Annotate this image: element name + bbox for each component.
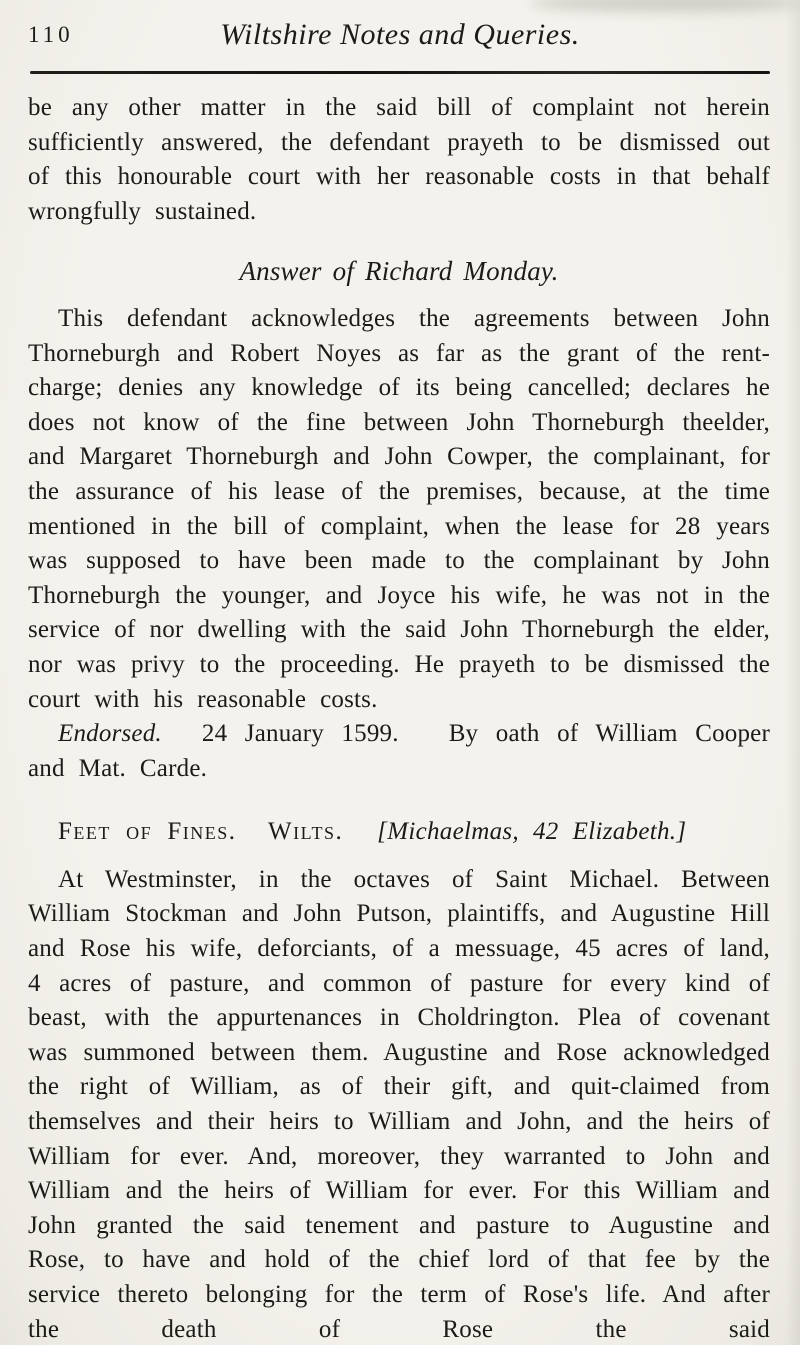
answer-paragraph: This defendant acknowledges the agreements between John Thorneburgh and Robert Noyes as far as the grant of the rent-charge; denies any knowledge of its being cancelled; declares he does not know of the fine between John Thorneburgh theelder, and Margaret Thorneburgh and John Cowper, the complainant, for the assurance of his lease of the premises, because, at the time mentioned in the bill of complaint, when the lease for 28 years was supposed to have been made to the complainant by John Thorneburgh the younger, and Joyce his wife, he was not in the service of nor dwelling with the said John Thorneburgh the elder, nor was privy to the proceeding. He prayeth to be dismissed the court with his reasonable costs. [28,304,770,713]
fines-heading-county: Wilts. [268,818,344,846]
fines-heading-reference: [Michaelmas, 42 Elizabeth.] [377,818,687,846]
fines-paragraph: At Westminster, in the octaves of Saint Michael. Between William Stockman and John Putson, plaintiffs, and Augustine Hill and Rose his wife, deforciants, of a messuage, 45 acres of land, 4 acres of pasture, and common of pasture for every kind of beast, with the appurtenances in Choldrington. Plea of covenant was summoned between them. Augustine and Rose acknowledged the right of William, as of their gift, and quit-claimed from themselves and their heirs to William and John, and the heirs of William for ever. And, moreover, they warranted to John and William and the heirs of William for ever. For this William and John granted the said tenement and pasture to Augustine and Rose, to have and hold of the chief lord of that fee by the service thereto belonging for the term of Rose's life. And after the death of Rose the said [28,865,770,1343]
fines-section-heading [28,815,770,850]
endorsed-date: 24 January 1599. [201,720,399,748]
journal-title: Wiltshire Notes and Queries. [220,18,580,51]
page-body [0,74,800,1345]
scan-edge-shadow [786,0,800,1345]
answer-section-heading: Answer of Richard Monday. [239,256,559,287]
page-number: 110 [28,22,74,47]
fines-heading-title: Feet of Fines. [58,818,237,846]
running-head [0,0,800,64]
endorsed-paragraph [28,717,770,786]
endorsed-text: By oath of William Cooper and Mat. Carde. [28,720,770,782]
continuation-paragraph: be any other matter in the said bill of complaint not herein sufficiently answered, the defendant prayeth to be dismissed out of this honourable court with her reasonable costs in that behalf wrongfully sustained. [28,94,770,225]
endorsed-label: Endorsed. [58,720,162,748]
